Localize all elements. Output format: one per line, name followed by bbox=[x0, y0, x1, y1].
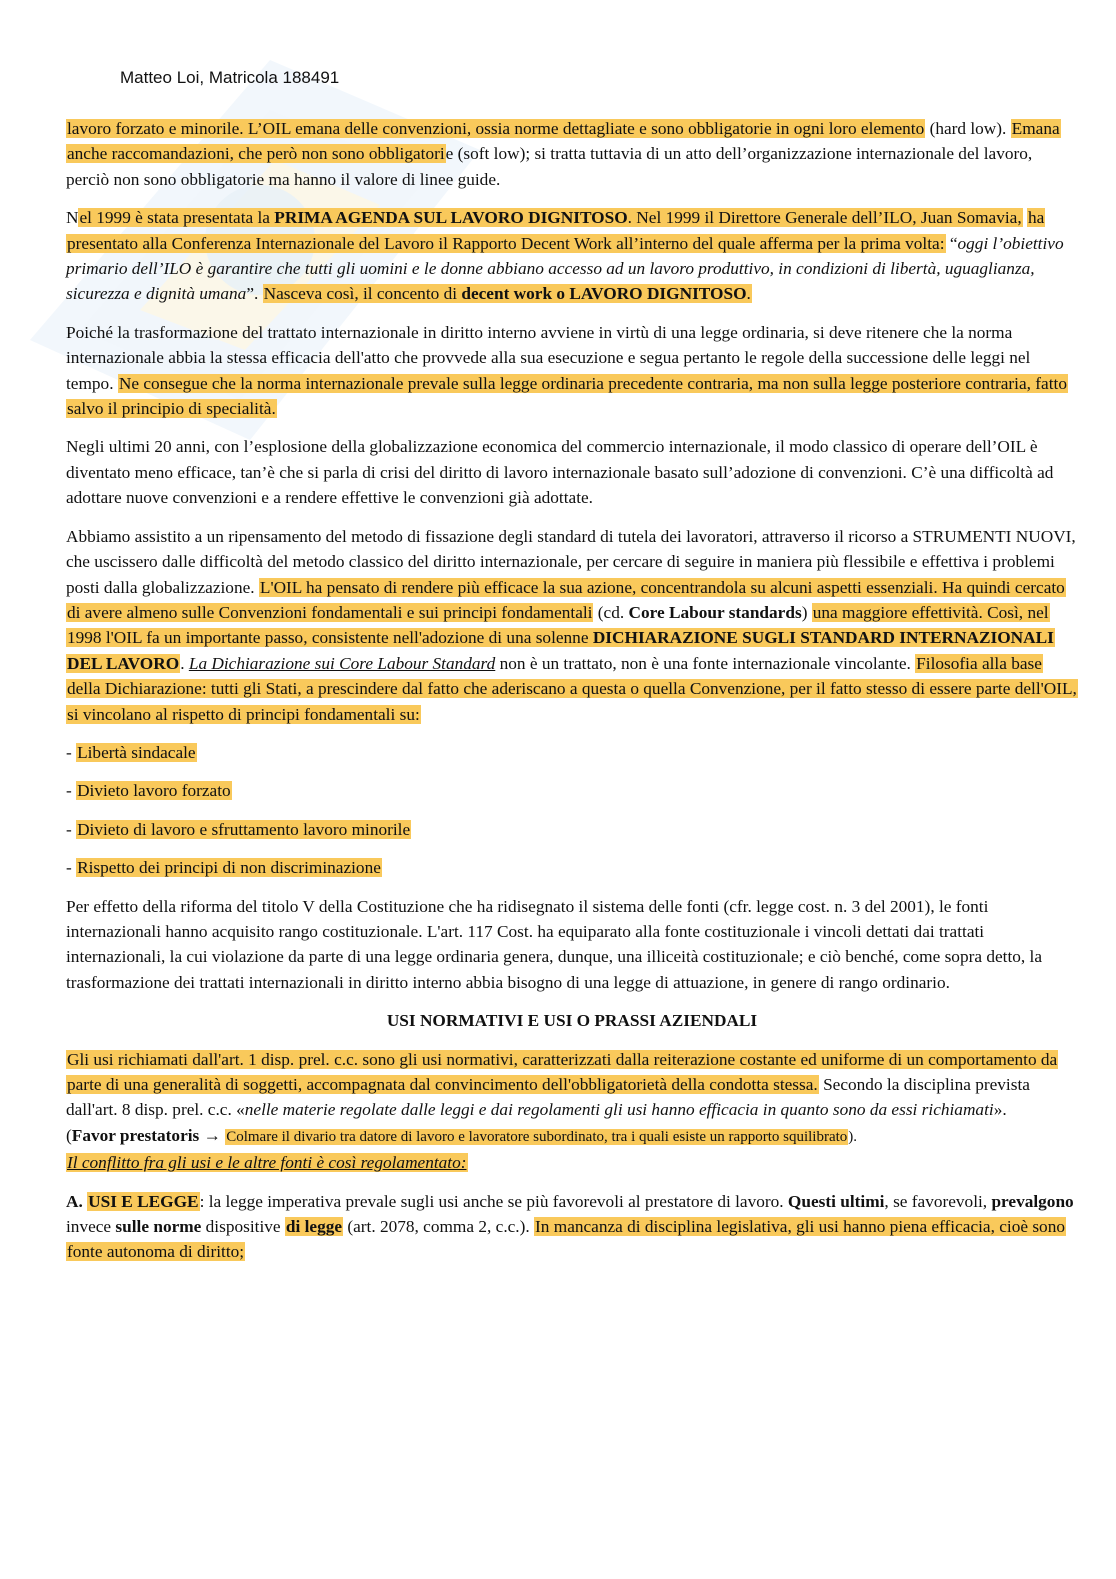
highlight: Nasceva così, il concento di decent work o LAVORO DIGNITOSO. bbox=[263, 284, 751, 304]
paragraph-5: Abbiamo assistito a un ripensamento del metodo di fissazione degli standard di tutela dei lavoratori, attraverso il ricorso a STRUMENTI NUOVI, che uscissero dalle difficoltà del metodo classico del diritto internazionale, per cercare di seguire in maniera più flessibile e effettiva i problemi posti dalla globalizzazione. L'OIL ha pensato di rendere più efficace la sua azione, concentrandola su alcuni aspetti essenziali. Ha quindi cercato di avere almeno sulle Convenzioni fondamentali e sui principi fondamentali (cd. Core Labour standards) una maggiore effettività. Così, nel 1998 l'OIL fa un importante passo, consistente nell'adozione di una solenne DICHIARAZIONE SUGLI STANDARD INTERNAZIONALI DEL LAVORO. La Dichiarazione sui Core Labour Standard non è un trattato, non è una fonte internazionale vincolante. Filosofia alla base della Dichiarazione: tutti gli Stati, a prescindere dal fatto che aderiscano a questa o quella Convenzione, per il fatto stesso di essere parte dell'OIL, si vincolano al rispetto di principi fondamentali su: bbox=[66, 526, 1077, 724]
paragraph-1: lavoro forzato e minorile. L’OIL emana delle convenzioni, ossia norme dettagliate e sono obbligatorie in ogni loro elemento (hard low). Emana anche raccomandazioni, che però non sono obbligatorie (soft low); si tratta tuttavia di un atto dell’organizzazione internazionale del lavoro, perciò non sono obbligatorie ma hanno il valore di linee guide. bbox=[66, 119, 1060, 189]
list-item: - Rispetto dei principi di non discriminazione bbox=[66, 858, 381, 878]
section-title: USI NORMATIVI E USI O PRASSI AZIENDALI bbox=[386, 1011, 758, 1031]
list-item: - Divieto di lavoro e sfruttamento lavoro minorile bbox=[66, 819, 411, 839]
paragraph-2: Nel 1999 è stata presentata la PRIMA AGENDA SUL LAVORO DIGNITOSO. Nel 1999 il Direttore Generale dell’ILO, Juan Somavia, ha presentato alla Conferenza Internazionale del Lavoro il Rapporto Decent Work all’interno del quale afferma per la prima volta: “oggi l’obiettivo primario dell’ILO è garantire che tutti gli uomini e le donne abbiano accesso ad un lavoro produttivo, in condizioni di libertà, uguaglianza, sicurezza e dignità umana”. Nasceva così, il concento di decent work o LAVORO DIGNITOSO. bbox=[66, 208, 1064, 304]
paragraph-4: Negli ultimi 20 anni, con l’esplosione della globalizzazione economica del commercio internazionale, il modo classico di operare dell’OIL è diventato meno efficace, tan’è che si parla di crisi del diritto di lavoro internazionale basato sull’adozione di convenzioni. C’è una difficoltà ad adottare nuove convenzioni e a rendere effettive le convenzioni già adottate. bbox=[66, 437, 1054, 508]
list-item: - Divieto lavoro forzato bbox=[66, 781, 231, 801]
highlight: una maggiore effettività. Così, nel 1998 l'OIL fa un importante passo, consistente nell'adozione di una solenne DICHIARAZIONE SUGLI STANDARD INTERNAZIONALI DEL LAVORO bbox=[67, 602, 1054, 673]
paragraph-6: Per effetto della riforma del titolo V della Costituzione che ha ridisegnato il sistema delle fonti (cfr. legge cost. n. 3 del 2001), le fonti internazionali hanno acquisito rango costituzionale. L'art. 117 Cost. ha equiparato alla fonte costituzionale i vincoli dettati dai trattati internazionali, la cui violazione da parte di una legge ordinaria genera, dunque, una illiceità costituzionale; e ciò benché, come sopra detto, la trasformazione dei trattati internazionali in diritto interno abbia bisogno di una legge di attuazione, in genere di rango ordinario. bbox=[66, 896, 1042, 992]
paragraph-7: Gli usi richiamati dall'art. 1 disp. prel. c.c. sono gli usi normativi, caratterizzati dalla reiterazione costante ed uniforme di un comportamento da parte di una generalità di soggetti, accompagnata dal convincimento dell'obbligatorietà della condotta stessa. Secondo la disciplina prevista dall'art. 8 disp. prel. c.c. «nelle materie regolate dalle leggi e dai regolamenti gli usi hanno efficacia in quanto sono da essi richiamati». bbox=[66, 1049, 1058, 1120]
paragraph-10: A. USI E LEGGE: la legge imperativa prevale sugli usi anche se più favorevoli al prestatore di lavoro. Questi ultimi, se favorevoli, prevalgono invece sulle norme dispositive di legge (art. 2078, comma 2, c.c.). In mancanza di disciplina legislativa, gli usi hanno piena efficacia, cioè sono fonte autonoma di diritto; bbox=[66, 1191, 1074, 1262]
paragraph-9: Il conflitto fra gli usi e le altre fonti è così regolamentato: bbox=[67, 1153, 467, 1173]
highlight: el 1999 è stata presentata la PRIMA AGENDA SUL LAVORO DIGNITOSO. Nel 1999 il Direttore Generale dell’ILO, Juan Somavia, bbox=[79, 208, 1022, 228]
page-header: Matteo Loi, Matricola 188491 bbox=[120, 68, 340, 87]
paragraph-3: Poiché la trasformazione del trattato internazionale in diritto interno avviene in virtù di una legge ordinaria, si deve ritenere che la norma internazionale abbia la stessa efficacia dell'atto che provvede alla sua esecuzione e segua pertanto le regole della successione delle leggi nel tempo. Ne consegue che la norma internazionale prevale sulla legge ordinaria precedente contraria, ma non sulla legge posteriore contraria, fatto salvo il principio di specialità. bbox=[66, 322, 1067, 419]
paragraph-8: (Favor prestatoris → Colmare il divario tra datore di lavoro e lavoratore subordinato, tra i quali esiste un rapporto squilibrato). bbox=[66, 1125, 858, 1145]
list-item: - Libertà sindacale bbox=[66, 742, 196, 762]
document-body bbox=[66, 116, 1078, 1278]
